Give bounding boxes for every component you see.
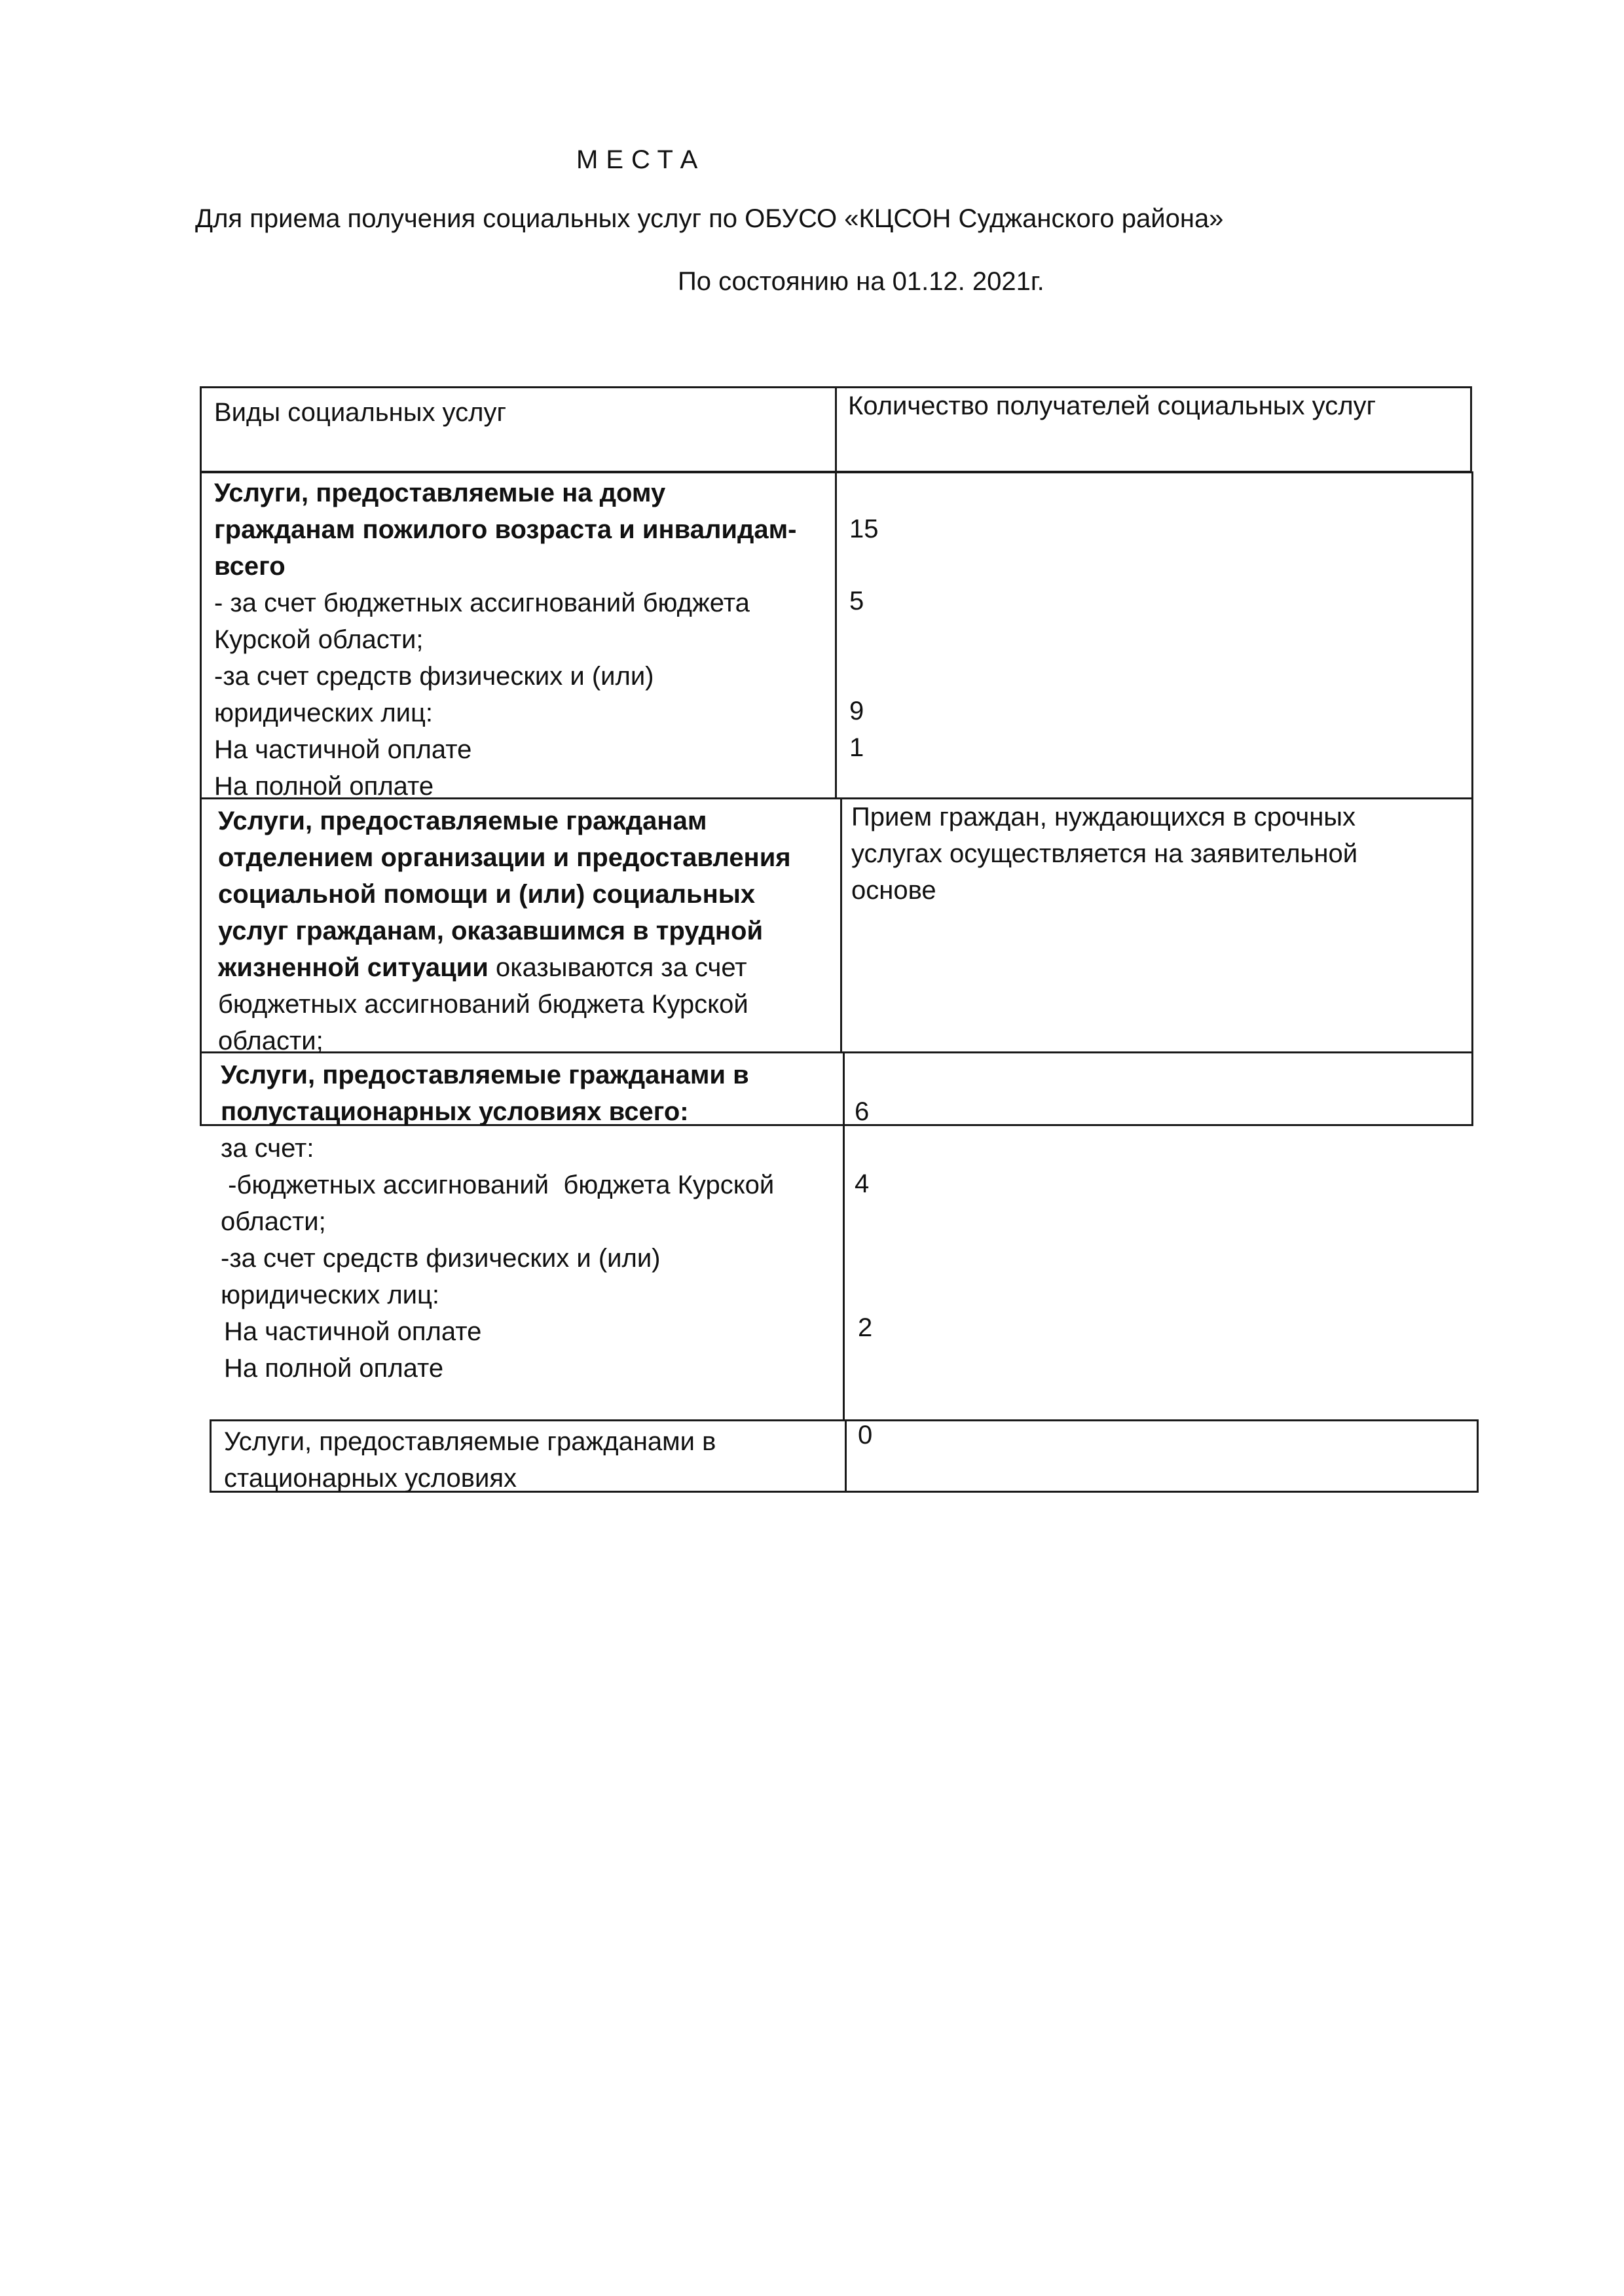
row-1-line: гражданам пожилого возраста и инвалидам- bbox=[214, 515, 797, 544]
row-1-line: На частичной оплате bbox=[214, 735, 472, 764]
page-title: МЕСТА bbox=[576, 145, 706, 174]
row-2-line: оказываются за счет bbox=[488, 953, 747, 982]
row-2-line: Услуги, предоставляемые гражданам bbox=[218, 807, 707, 835]
row-3-line: -бюджетных ассигнований бюджета Курской bbox=[221, 1171, 775, 1199]
row-2-note-line: основе bbox=[851, 876, 936, 905]
row-4-line: Услуги, предоставляемые гражданами в bbox=[224, 1427, 716, 1456]
row-1-budget-value: 5 bbox=[849, 587, 864, 615]
page-subtitle: Для приема получения социальных услуг по ОБУСО «КЦСОН Суджанского района» bbox=[195, 204, 1224, 233]
row-3-budget-value: 4 bbox=[855, 1169, 870, 1198]
row-2-note-line: Прием граждан, нуждающихся в срочных bbox=[851, 803, 1356, 831]
row-4-line: стационарных условиях bbox=[224, 1464, 517, 1493]
row-1-line: -за счет средств физических и (или) bbox=[214, 662, 654, 691]
row-2-line: жизненной ситуации bbox=[218, 953, 489, 982]
table-body-divider-2 bbox=[840, 797, 842, 1053]
table-header-divider bbox=[835, 386, 837, 473]
row-2-line: услуг гражданам, оказавшимся в трудной bbox=[218, 917, 764, 945]
row-1-line: - за счет бюджетных ассигнований бюджета bbox=[214, 589, 750, 617]
row-1-total-value: 15 bbox=[849, 515, 879, 543]
row-2-line: отделением организации и предоставления bbox=[218, 843, 791, 872]
row-2-line: социальной помощи и (или) социальных bbox=[218, 880, 756, 909]
row-3-total-value: 6 bbox=[855, 1097, 870, 1126]
row-3-line: полустационарных условиях всего: bbox=[221, 1097, 689, 1126]
row-1-partial-payment-value: 9 bbox=[849, 697, 864, 725]
row-1-full-payment-value: 1 bbox=[849, 733, 864, 762]
column-header-recipients-count: Количество получателей социальных услуг bbox=[848, 392, 1376, 420]
row-3-full-payment-value: 2 bbox=[858, 1313, 873, 1342]
row-3-line: области; bbox=[221, 1207, 326, 1236]
row-3-line: На частичной оплате bbox=[224, 1317, 482, 1346]
table-last-row-divider bbox=[845, 1419, 847, 1493]
row-3-line: юридических лиц: bbox=[221, 1281, 440, 1309]
as-of-date: По состоянию на 01.12. 2021г. bbox=[678, 267, 1044, 296]
row-3-line: -за счет средств физических и (или) bbox=[221, 1244, 661, 1273]
row-1-line: юридических лиц: bbox=[214, 699, 434, 727]
table-body-divider-3 bbox=[843, 1051, 845, 1421]
column-header-service-types: Виды социальных услуг bbox=[214, 398, 507, 427]
table-row-separator-2 bbox=[200, 1051, 1473, 1053]
row-1-line: На полной оплате bbox=[214, 772, 434, 801]
row-3-line: Услуги, предоставляемые гражданами в bbox=[221, 1061, 749, 1089]
row-4-value: 0 bbox=[858, 1421, 873, 1449]
row-2-line: области; bbox=[218, 1027, 323, 1055]
table-body-divider-1 bbox=[835, 471, 837, 799]
row-1-line: Курской области; bbox=[214, 625, 424, 654]
row-2-note-line: услугах осуществляется на заявительной bbox=[851, 839, 1358, 868]
row-1-line: всего bbox=[214, 552, 286, 581]
row-2-line: бюджетных ассигнований бюджета Курской bbox=[218, 990, 748, 1019]
row-1-line: Услуги, предоставляемые на дому bbox=[214, 479, 666, 507]
row-3-line: На полной оплате bbox=[224, 1354, 444, 1383]
row-3-line: за счет: bbox=[221, 1134, 314, 1163]
